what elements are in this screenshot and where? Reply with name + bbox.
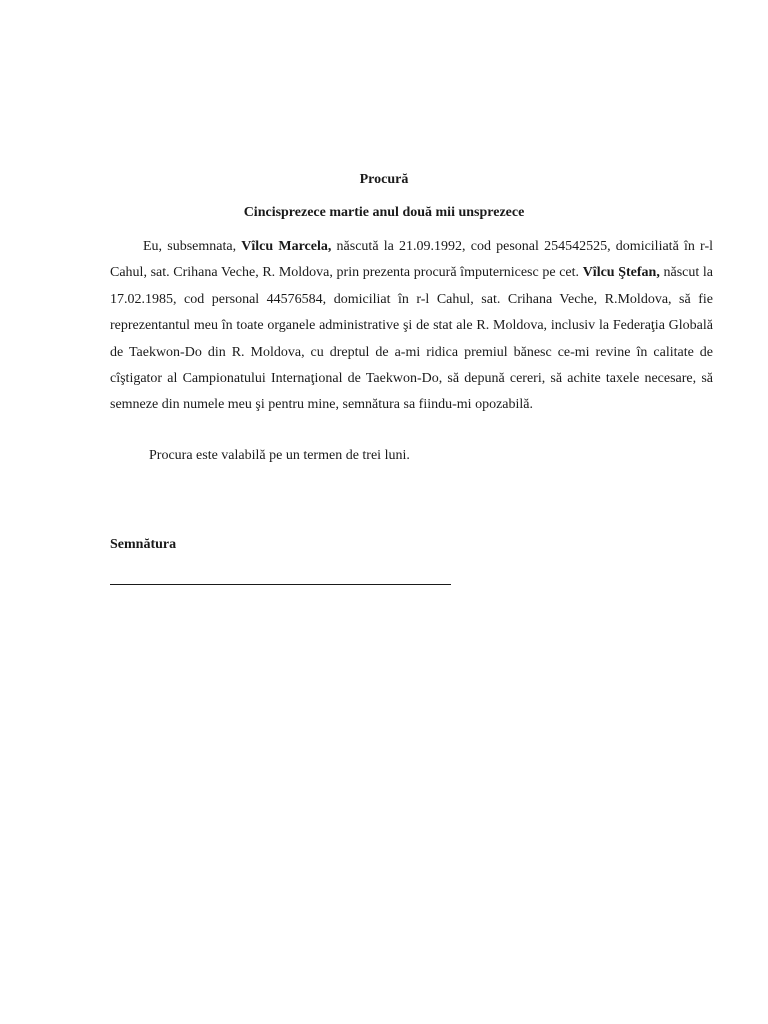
document-date-line: Cincisprezece martie anul două mii unsprezece	[243, 205, 525, 220]
document-title: Procură	[359, 172, 409, 187]
body-paragraph	[110, 234, 713, 419]
body-text-part-3: născut la 17.02.1985, cod personal 44576584, domiciliat în r-l Cahul, sat. Crihana Veche, R.Moldova, să fie reprezentantul meu în toate organele administrative şi de stat ale R. Moldova, inclusiv la Federaţia Globală de Taekwon-Do din R. Moldova, cu dreptul de a-mi ridica premiul bănesc ce-mi revine în calitate de cîştigator al Campionatului Internaţional de Taekwon-Do, să depună cereri, să achite taxele necesare, să semneze din numele meu şi pentru mine, semnătura sa fiindu-mi opozabilă.	[110, 265, 714, 413]
principal-name: Vîlcu Marcela,	[241, 239, 332, 254]
body-text-part-1: Eu, subsemnata,	[143, 239, 242, 254]
signature-label: Semnătura	[110, 537, 177, 552]
body-text-part-2: născută la 21.09.1992, cod pesonal 254542525, domiciliată în r-l Cahul, sat. Crihana Veche, R. Moldova, prin prezenta procură împuternicesc pe cet.	[110, 239, 713, 281]
validity-paragraph: Procura este valabilă pe un termen de trei luni.	[149, 448, 410, 463]
representative-name: Vîlcu Ştefan,	[582, 265, 660, 281]
signature-line	[110, 584, 451, 585]
